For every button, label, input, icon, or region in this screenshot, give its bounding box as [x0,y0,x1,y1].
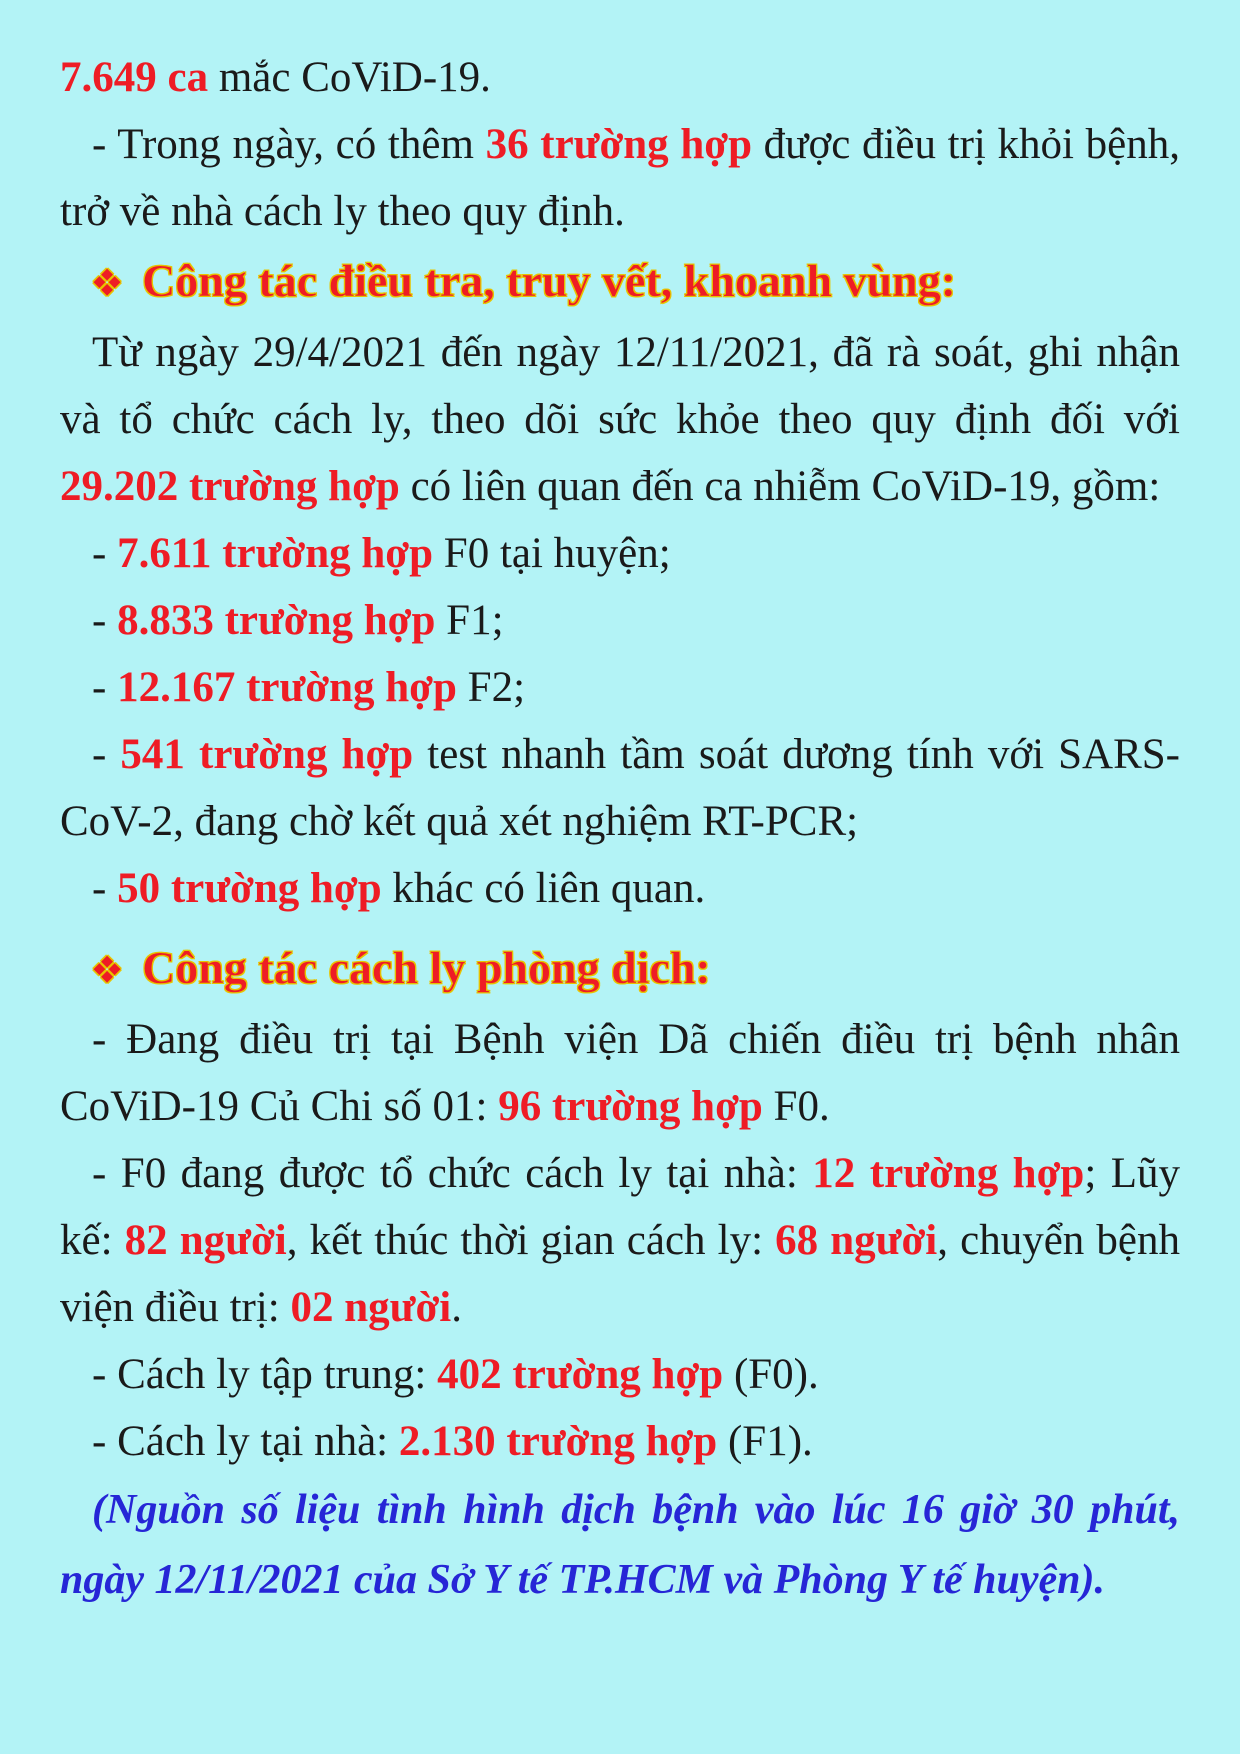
home-isolation-count: 12 trường hợp [812,1150,1085,1197]
total-cases-text: mắc CoViD-19. [208,54,491,101]
field-hospital-suffix: F0. [762,1083,830,1130]
paragraph-tracing [60,319,1180,520]
list-item-f2-text: F2; [456,664,526,711]
cumulative-count: 82 người [124,1217,287,1264]
field-hospital-count: 96 trường hợp [498,1083,763,1130]
heading-quarantine-text: Công tác cách ly phòng dịch: [142,942,711,993]
paragraph-centralized-quarantine [60,1341,1180,1408]
home-quarantine-text: - Cách ly tại nhà: [92,1418,399,1465]
heading-investigation [60,245,1180,319]
total-cases-count: 7.649 ca [60,54,209,101]
list-dash: - [92,597,118,644]
centralized-text: - Cách ly tập trung: [92,1351,438,1398]
list-item-f1-count: 8.833 trường hợp [117,597,436,644]
source-note: (Nguồn số liệu tình hình dịch bệnh vào lúc 16 giờ 30 phút, ngày 12/11/2021 của Sở Y tế TP.HCM và Phòng Y tế huyện). [60,1487,1180,1603]
paragraph-home-isolation [60,1140,1180,1341]
paragraph-field-hospital [60,1006,1180,1140]
home-quarantine-suffix: (F1). [717,1418,813,1465]
list-dash: - [92,664,118,711]
list-item-f1 [60,587,1180,654]
paragraph-total-cases [60,44,1180,111]
diamond-bullet-icon: ❖ [90,261,125,305]
list-dash: - [92,731,121,778]
heading-investigation-text: Công tác điều tra, truy vết, khoanh vùng: [142,255,957,306]
home-isolation-text: - F0 đang được tổ chức cách ly tại nhà: [92,1150,813,1197]
list-item-rapid-test-text: test nhanh tầm soát dương tính với SARS-CoV-2, đang chờ kết quả xét nghiệm RT-PCR; [60,731,1180,845]
recovered-text: được điều trị khỏi bệnh, trở về nhà cách ly theo quy định. [60,121,1180,235]
tracing-intro: Từ ngày 29/4/2021 đến ngày 12/11/2021, đã rà soát, ghi nhận và tổ chức cách ly, theo dõi sức khỏe theo quy định đối với [60,329,1180,443]
list-item-f0-text: F0 tại huyện; [433,530,671,577]
home-isolation-text-4: , chuyển bệnh viện điều trị: [60,1217,1180,1331]
field-hospital-text: - Đang điều trị tại Bệnh viện Dã chiến điều trị bệnh nhân CoViD-19 Củ Chi số 01: [60,1016,1180,1130]
tracing-total-count: 29.202 trường hợp [60,463,400,510]
list-dash: - [92,530,118,577]
home-isolation-text-3: , kết thúc thời gian cách ly: [286,1217,776,1264]
home-quarantine-count: 2.130 trường hợp [398,1418,718,1465]
list-item-f0 [60,520,1180,587]
list-item-rapid-test [60,721,1180,855]
list-item-f2-count: 12.167 trường hợp [117,664,457,711]
list-item-other-count: 50 trường hợp [117,865,382,912]
centralized-suffix: (F0). [723,1351,819,1398]
tracing-text: có liên quan đến ca nhiễm CoViD-19, gồm: [399,463,1161,510]
list-item-other [60,855,1180,922]
home-isolation-text-2: ; Lũy kế: [60,1150,1180,1264]
diamond-bullet-icon: ❖ [90,948,125,992]
paragraph-home-quarantine [60,1408,1180,1475]
paragraph-recovered [60,111,1180,245]
recovered-intro: - Trong ngày, có thêm [92,121,486,168]
list-item-f1-text: F1; [435,597,504,644]
list-item-f2 [60,654,1180,721]
heading-quarantine [60,932,1180,1006]
list-item-rapid-test-count: 541 trường hợp [120,731,414,778]
list-dash: - [92,865,118,912]
home-isolation-text-5: . [451,1284,462,1331]
centralized-count: 402 trường hợp [437,1351,724,1398]
finished-count: 68 người [775,1217,938,1264]
recovered-count: 36 trường hợp [485,121,752,168]
list-item-f0-count: 7.611 trường hợp [117,530,434,577]
transferred-count: 02 người [290,1284,452,1331]
list-item-other-text: khác có liên quan. [381,865,706,912]
